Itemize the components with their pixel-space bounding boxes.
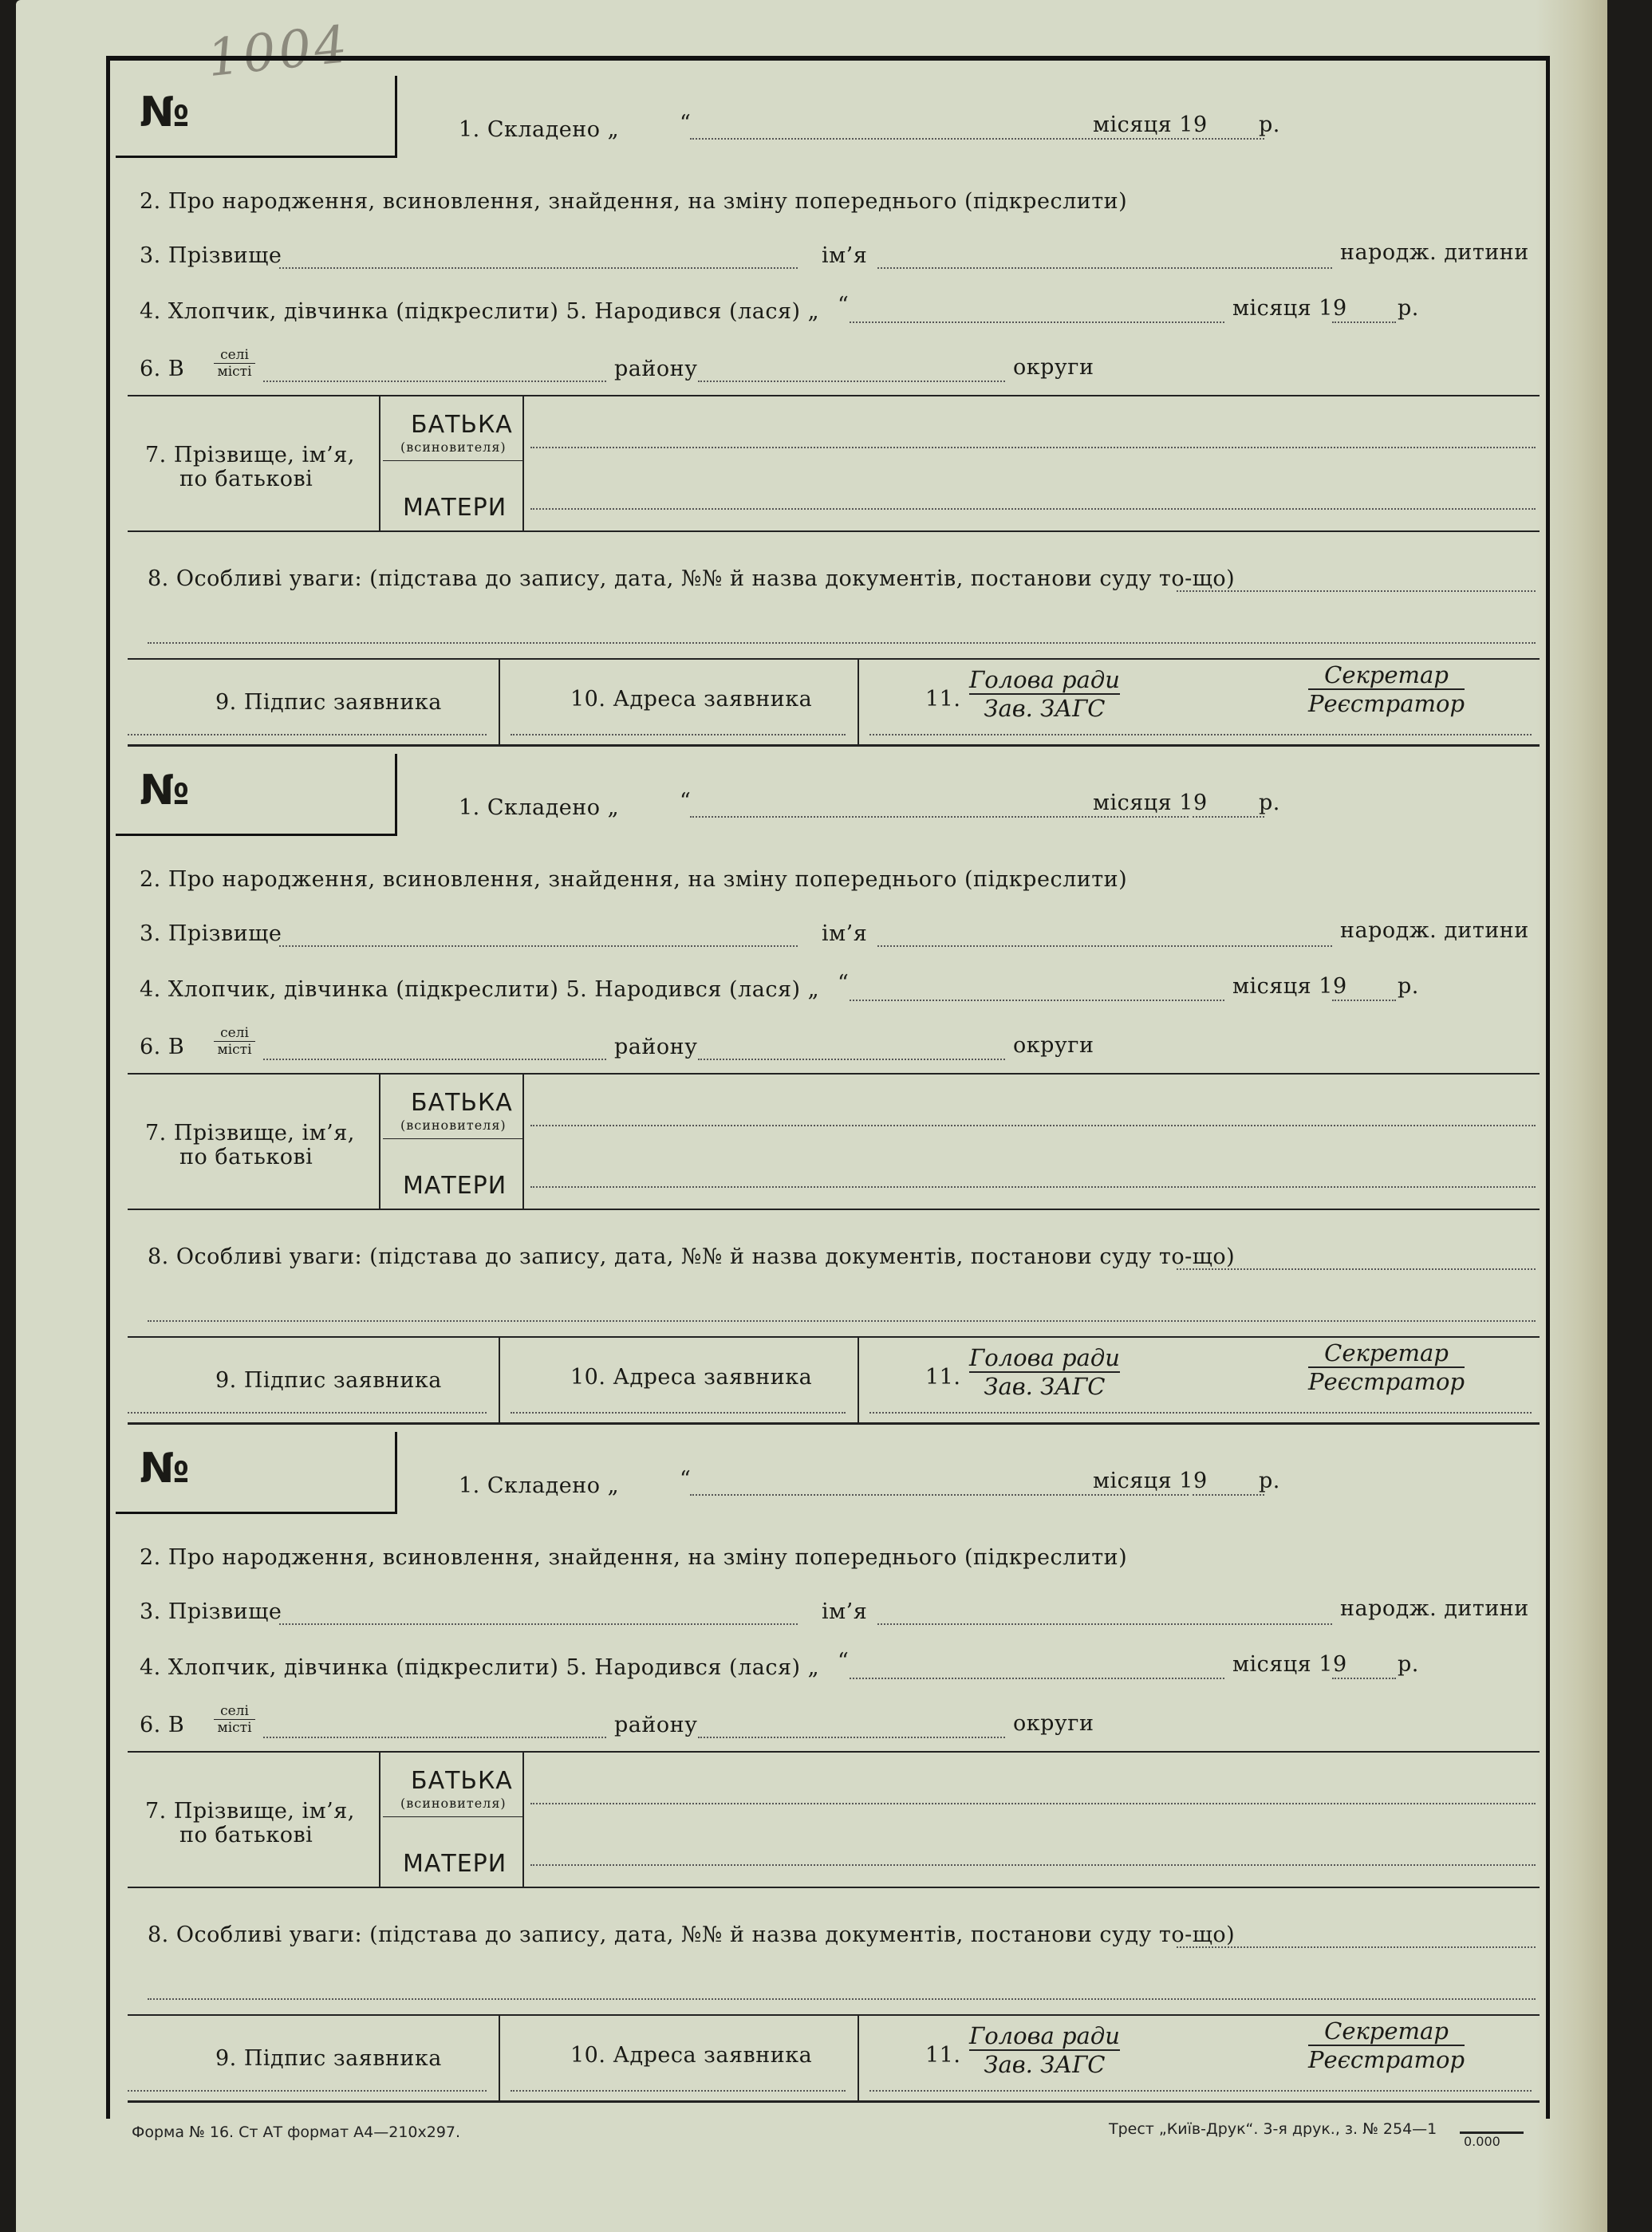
surname-label: 3. Прізвище — [140, 1599, 282, 1624]
adopter-label: (всиновителя) — [400, 440, 507, 455]
row-divider — [128, 1336, 1540, 1338]
birth-record-block — [112, 68, 1540, 746]
compiled-year-field[interactable] — [1193, 1494, 1264, 1496]
special-notes-field-2[interactable] — [148, 642, 1536, 644]
birth-month-label: місяця 19 — [1232, 1652, 1347, 1677]
first-name-label: ім’я — [822, 1599, 868, 1624]
record-number-sign: № — [140, 767, 190, 814]
child-label: народж. дитини — [1340, 240, 1529, 265]
birth-year-field[interactable] — [1332, 321, 1396, 323]
special-notes-field-1[interactable] — [1177, 1946, 1536, 1948]
place-field[interactable] — [263, 1737, 606, 1738]
compiled-month-label: місяця 19 — [1093, 1469, 1208, 1493]
parents-label-line2: по батькові — [179, 467, 313, 491]
surname-label: 3. Прізвище — [140, 243, 282, 268]
head-of-council: Голова ради — [969, 1344, 1120, 1371]
record-number-box — [116, 76, 397, 158]
compiled-year-field[interactable] — [1193, 138, 1264, 140]
village-city-choice — [214, 1025, 255, 1058]
mother-label: МАТЕРИ — [403, 1172, 507, 1200]
footer-printer-info: Трест „Київ-Друк“. 3-я друк., з. № 254—1 — [1109, 2120, 1437, 2138]
compiled-year-field[interactable] — [1193, 816, 1264, 818]
record-number-sign: № — [140, 1445, 190, 1493]
special-notes-field-2[interactable] — [148, 1998, 1536, 2000]
father-mother-divider — [383, 460, 522, 461]
secretary-registrar-label — [1308, 2017, 1465, 2073]
head-of-zags: Зав. ЗАГС — [984, 695, 1106, 722]
birth-quote: “ — [838, 971, 850, 996]
official-number: 11. — [925, 2043, 961, 2068]
row-divider — [128, 1751, 1540, 1753]
okrug-label: округи — [1013, 355, 1094, 380]
village-option: селі — [214, 347, 255, 364]
mother-label: МАТЕРИ — [403, 494, 507, 522]
birth-year-label: р. — [1398, 1652, 1419, 1677]
parents-divider-left — [379, 1073, 380, 1209]
special-notes-field-1[interactable] — [1177, 590, 1536, 592]
city-option: місті — [217, 1042, 252, 1058]
applicant-signature-field[interactable] — [128, 734, 487, 735]
footer-form-info: Форма № 16. Ст АТ формат А4—210х297. — [132, 2124, 461, 2141]
secretary-registrar-label — [1308, 661, 1465, 717]
sex-birth-label: 4. Хлопчик, дівчинка (підкреслити) 5. Народився (лася) „ — [140, 299, 820, 324]
birth-record-block — [112, 1424, 1540, 2102]
signature-divider-2 — [858, 658, 859, 746]
parents-divider-left — [379, 395, 380, 530]
father-label: БАТЬКА — [411, 411, 513, 439]
compiled-month-label: місяця 19 — [1093, 112, 1208, 137]
applicant-address-label: 10. Адреса заявника — [570, 2043, 813, 2068]
first-name-label: ім’я — [822, 921, 868, 946]
registration-type: 2. Про народження, всиновлення, знайдення, на зміну попереднього (підкреслити) — [140, 1545, 1128, 1570]
parents-divider-left — [379, 1751, 380, 1887]
district-field[interactable] — [698, 1737, 1005, 1738]
applicant-address-field[interactable] — [511, 734, 846, 735]
birth-quote: “ — [838, 293, 850, 317]
district-label: району — [614, 1713, 698, 1737]
special-notes-label: 8. Особливі уваги: (підстава до запису, дата, №№ й назва документів, постанови суду то-що) — [148, 1922, 1236, 1947]
place-field[interactable] — [263, 381, 606, 382]
registrar: Реєстратор — [1308, 690, 1465, 717]
official-number: 11. — [925, 1365, 961, 1390]
compiled-date-field[interactable] — [690, 1494, 1189, 1496]
district-label: району — [614, 357, 698, 381]
parents-label-line1: 7. Прізвище, ім’я, — [145, 1799, 355, 1824]
mother-name-field[interactable] — [530, 1864, 1536, 1866]
father-name-field[interactable] — [530, 447, 1536, 448]
official-number: 11. — [925, 687, 961, 712]
parents-label-line1: 7. Прізвище, ім’я, — [145, 443, 355, 467]
father-label: БАТЬКА — [411, 1089, 513, 1117]
okrug-label: округи — [1013, 1033, 1094, 1058]
parents-divider-right — [522, 1751, 524, 1887]
birth-month-label: місяця 19 — [1232, 296, 1347, 321]
applicant-address-field[interactable] — [511, 1412, 846, 1414]
okrug-label: округи — [1013, 1711, 1094, 1736]
applicant-address-label: 10. Адреса заявника — [570, 687, 813, 712]
signature-divider-1 — [499, 2014, 500, 2102]
secretary: Секретар — [1308, 1339, 1465, 1368]
birth-year-field[interactable] — [1332, 1000, 1396, 1001]
city-option: місті — [217, 1720, 252, 1736]
handwritten-annotation: 1004 — [204, 14, 353, 89]
applicant-signature-field[interactable] — [128, 2090, 487, 2092]
compiled-year-label: р. — [1259, 112, 1280, 137]
birth-quote: “ — [838, 1649, 850, 1674]
surname-field[interactable] — [279, 1623, 798, 1625]
head-of-council: Голова ради — [969, 666, 1120, 693]
first-name-label: ім’я — [822, 243, 868, 268]
row-divider — [128, 658, 1540, 660]
signature-divider-1 — [499, 1336, 500, 1424]
signature-divider-2 — [858, 1336, 859, 1424]
head-zags-label — [969, 2022, 1120, 2078]
first-name-field[interactable] — [877, 945, 1332, 947]
parents-divider-right — [522, 395, 524, 530]
place-label: 6. В — [140, 357, 185, 381]
adopter-label: (всиновителя) — [400, 1118, 507, 1133]
place-label: 6. В — [140, 1035, 185, 1059]
row-divider — [128, 2014, 1540, 2016]
mother-name-field[interactable] — [530, 1186, 1536, 1188]
special-notes-label: 8. Особливі уваги: (підстава до запису, дата, №№ й назва документів, постанови суду то-що) — [148, 566, 1236, 591]
secretary: Секретар — [1308, 2017, 1465, 2046]
compiled-label: 1. Складено „ — [459, 795, 620, 820]
birth-date-field[interactable] — [850, 1678, 1224, 1679]
village-option: селі — [214, 1703, 255, 1720]
father-name-field[interactable] — [530, 1803, 1536, 1804]
child-label: народж. дитини — [1340, 1596, 1529, 1621]
record-number-sign: № — [140, 89, 190, 136]
row-divider — [128, 530, 1540, 532]
sex-birth-label: 4. Хлопчик, дівчинка (підкреслити) 5. Народився (лася) „ — [140, 1655, 820, 1680]
parents-label-line2: по батькові — [179, 1823, 313, 1848]
compiled-quote: “ — [680, 1467, 692, 1492]
registration-type: 2. Про народження, всиновлення, знайдення, на зміну попереднього (підкреслити) — [140, 867, 1128, 892]
birth-record-block — [112, 746, 1540, 1424]
parents-label-line1: 7. Прізвище, ім’я, — [145, 1121, 355, 1146]
mother-label: МАТЕРИ — [403, 1850, 507, 1878]
applicant-address-field[interactable] — [511, 2090, 846, 2092]
father-name-field[interactable] — [530, 1125, 1536, 1126]
compiled-label: 1. Складено „ — [459, 1473, 620, 1498]
official-signature-field[interactable] — [869, 2090, 1532, 2092]
secretary: Секретар — [1308, 661, 1465, 690]
head-of-zags: Зав. ЗАГС — [984, 2051, 1106, 2078]
official-signature-field[interactable] — [869, 734, 1532, 735]
special-notes-field-1[interactable] — [1177, 1268, 1536, 1270]
compiled-month-label: місяця 19 — [1093, 791, 1208, 815]
mother-name-field[interactable] — [530, 508, 1536, 510]
compiled-label: 1. Складено „ — [459, 117, 620, 142]
compiled-year-label: р. — [1259, 1469, 1280, 1493]
applicant-signature-label: 9. Підпис заявника — [215, 690, 442, 715]
parents-divider-right — [522, 1073, 524, 1209]
village-city-choice — [214, 347, 255, 380]
special-notes-field-2[interactable] — [148, 1320, 1536, 1322]
applicant-signature-label: 9. Підпис заявника — [215, 1368, 442, 1393]
signature-divider-2 — [858, 2014, 859, 2102]
father-mother-divider — [383, 1138, 522, 1139]
compiled-quote: “ — [680, 789, 692, 814]
compiled-quote: “ — [680, 111, 692, 136]
district-label: району — [614, 1035, 698, 1059]
applicant-signature-field[interactable] — [128, 1412, 487, 1414]
adopter-label: (всиновителя) — [400, 1796, 507, 1811]
first-name-field[interactable] — [877, 1623, 1332, 1625]
first-name-field[interactable] — [877, 267, 1332, 269]
applicant-address-label: 10. Адреса заявника — [570, 1365, 813, 1390]
row-divider — [128, 1209, 1540, 1210]
footer-printer-extra: 0.000 — [1464, 2134, 1500, 2149]
block-divider — [128, 2100, 1540, 2103]
record-number-box — [116, 1432, 397, 1514]
compiled-date-field[interactable] — [690, 138, 1189, 140]
district-field[interactable] — [698, 381, 1005, 382]
birth-year-label: р. — [1398, 974, 1419, 999]
birth-year-label: р. — [1398, 296, 1419, 321]
head-of-zags: Зав. ЗАГС — [984, 1373, 1106, 1400]
city-option: місті — [217, 364, 252, 380]
surname-field[interactable] — [279, 267, 798, 269]
registrar: Реєстратор — [1308, 1368, 1465, 1395]
child-label: народж. дитини — [1340, 918, 1529, 943]
father-label: БАТЬКА — [411, 1767, 513, 1795]
head-zags-label — [969, 1344, 1120, 1400]
birth-month-label: місяця 19 — [1232, 974, 1347, 999]
record-number-box — [116, 754, 397, 836]
head-of-council: Голова ради — [969, 2022, 1120, 2049]
birth-date-field[interactable] — [850, 1000, 1224, 1001]
birth-year-field[interactable] — [1332, 1678, 1396, 1679]
father-mother-divider — [383, 1816, 522, 1817]
official-signature-field[interactable] — [869, 1412, 1532, 1414]
registrar: Реєстратор — [1308, 2046, 1465, 2073]
row-divider — [128, 1073, 1540, 1075]
head-zags-label — [969, 666, 1120, 722]
registration-type: 2. Про народження, всиновлення, знайдення, на зміну попереднього (підкреслити) — [140, 189, 1128, 214]
special-notes-label: 8. Особливі уваги: (підстава до запису, дата, №№ й назва документів, постанови суду то-що) — [148, 1244, 1236, 1269]
surname-label: 3. Прізвище — [140, 921, 282, 946]
parents-label-line2: по батькові — [179, 1145, 313, 1169]
place-label: 6. В — [140, 1713, 185, 1737]
row-divider — [128, 1887, 1540, 1888]
birth-date-field[interactable] — [850, 321, 1224, 323]
secretary-registrar-label — [1308, 1339, 1465, 1395]
sex-birth-label: 4. Хлопчик, дівчинка (підкреслити) 5. Народився (лася) „ — [140, 977, 820, 1002]
surname-field[interactable] — [279, 945, 798, 947]
signature-divider-1 — [499, 658, 500, 746]
district-field[interactable] — [698, 1059, 1005, 1060]
village-option: селі — [214, 1025, 255, 1042]
place-field[interactable] — [263, 1059, 606, 1060]
compiled-year-label: р. — [1259, 791, 1280, 815]
footer-rule — [1460, 2131, 1524, 2134]
row-divider — [128, 395, 1540, 396]
compiled-date-field[interactable] — [690, 816, 1189, 818]
village-city-choice — [214, 1703, 255, 1736]
applicant-signature-label: 9. Підпис заявника — [215, 2046, 442, 2071]
